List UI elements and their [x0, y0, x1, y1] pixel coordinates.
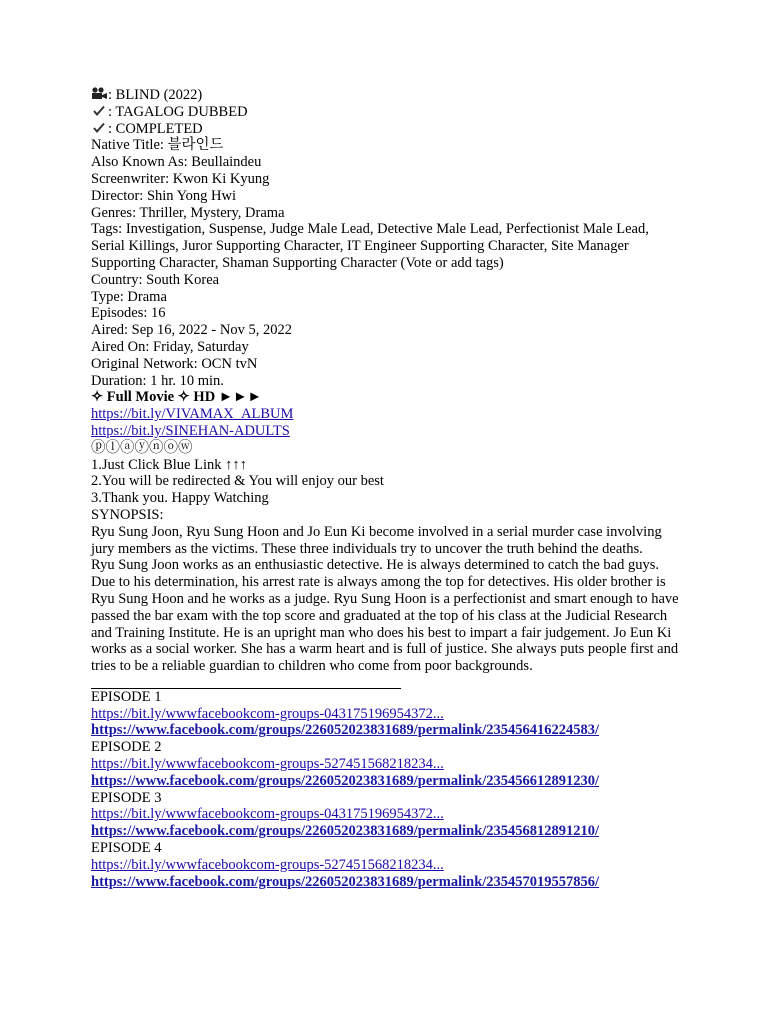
episode-2 [91, 739, 691, 789]
tags: Tags: Investigation, Suspense, Judge Male Lead, Detective Male Lead, Perfectionist Male Lead, Serial Killings, Juror Supporting Character, IT Engineer Supporting Character, Site Manager Supporting Character, Shaman Supporting Character (Vote or add tags) [91, 221, 649, 271]
screenwriter: Screenwriter: Kwon Ki Kyung [91, 170, 270, 187]
synopsis-heading: SYNOPSIS: [91, 506, 164, 523]
episode-facebook-link[interactable]: https://www.facebook.com/groups/226052023831689/permalink/235456612891230/ [91, 772, 600, 789]
play-now-text: ⓟⓛⓐⓨⓝⓞⓦ [91, 439, 193, 456]
episode-1 [91, 689, 691, 739]
episode-facebook-link[interactable]: https://www.facebook.com/groups/226052023831689/permalink/235456812891210/ [91, 823, 600, 840]
dub-text: : TAGALOG DUBBED [108, 103, 248, 120]
duration: Duration: 1 hr. 10 min. [91, 372, 224, 389]
step-3: 3.Thank you. Happy Watching [91, 490, 269, 507]
episode-facebook-link[interactable]: https://www.facebook.com/groups/226052023831689/permalink/235457019557856/ [91, 873, 600, 890]
status-line [91, 121, 691, 138]
episode-short-link[interactable]: https://bit.ly/wwwfacebookcom-groups-527451568218234... [91, 856, 444, 873]
episode-short-link[interactable]: https://bit.ly/wwwfacebookcom-groups-527451568218234... [91, 756, 444, 773]
episodes-count: Episodes: 16 [91, 305, 166, 322]
movie-camera-icon [91, 87, 108, 100]
step-1: 1.Just Click Blue Link ↑↑↑ [91, 456, 247, 473]
synopsis-paragraph-2: Ryu Sung Joon works as an enthusiastic detective. He is always determined to catch the bad guys. Due to his determination, his arrest rate is always among the top for detectives. His older brother is Ryu Sung Hoon and he works as a judge. Ryu Sung Hoon is a perfectionist and smart enough to have passed the bar exam with the top score and graduated at the top of his class at the Judicial Research and Training Institute. He is an upright man who does his best to impart a fair judgement. Jo Eun Ki works as a social worker. She has a warm heart and is full of justice. She always puts people first and tries to be a reliable guardian to children who come from poor backgrounds. [91, 557, 679, 675]
check-mark-icon [91, 104, 108, 117]
native-title: Native Title: 블라인드 [91, 137, 224, 154]
aired-on: Aired On: Friday, Saturday [91, 338, 249, 355]
dub-line [91, 104, 691, 121]
aired: Aired: Sep 16, 2022 - Nov 5, 2022 [91, 322, 292, 339]
episode-short-link[interactable]: https://bit.ly/wwwfacebookcom-groups-043175196954372... [91, 806, 444, 823]
episode-3 [91, 790, 691, 840]
director: Director: Shin Yong Hwi [91, 187, 237, 204]
genres: Genres: Thriller, Mystery, Drama [91, 204, 285, 221]
check-mark-icon [91, 121, 108, 134]
episode-facebook-link[interactable]: https://www.facebook.com/groups/226052023831689/permalink/235456416224583/ [91, 722, 600, 739]
also-known-as: Also Known As: Beullaindeu [91, 154, 262, 171]
step-2: 2.You will be redirected & You will enjoy our best [91, 473, 384, 490]
episode-label: EPISODE 1 [91, 688, 162, 705]
original-network: Original Network: OCN tvN [91, 355, 258, 372]
country: Country: South Korea [91, 271, 220, 288]
document-body [91, 87, 691, 890]
vivamax-album-link[interactable]: https://bit.ly/VIVAMAX_ALBUM [91, 406, 294, 423]
title-line [91, 87, 691, 104]
type: Type: Drama [91, 288, 167, 305]
sinehan-adults-link[interactable]: https://bit.ly/SINEHAN-ADULTS [91, 422, 290, 439]
status-text: : COMPLETED [108, 120, 203, 137]
episode-short-link[interactable]: https://bit.ly/wwwfacebookcom-groups-043175196954372... [91, 705, 444, 722]
episode-label: EPISODE 2 [91, 739, 162, 756]
synopsis-paragraph-1: Ryu Sung Joon, Ryu Sung Hoon and Jo Eun Ki become involved in a serial murder case involving jury members as the victims. These three individuals try to uncover the truth behind the deaths. [91, 523, 662, 557]
episode-label: EPISODE 3 [91, 789, 162, 806]
episode-4 [91, 840, 691, 890]
title-text: : BLIND (2022) [108, 87, 203, 103]
episode-label: EPISODE 4 [91, 840, 162, 857]
full-movie-heading: ✧ Full Movie ✧ HD ►►► [91, 389, 262, 406]
